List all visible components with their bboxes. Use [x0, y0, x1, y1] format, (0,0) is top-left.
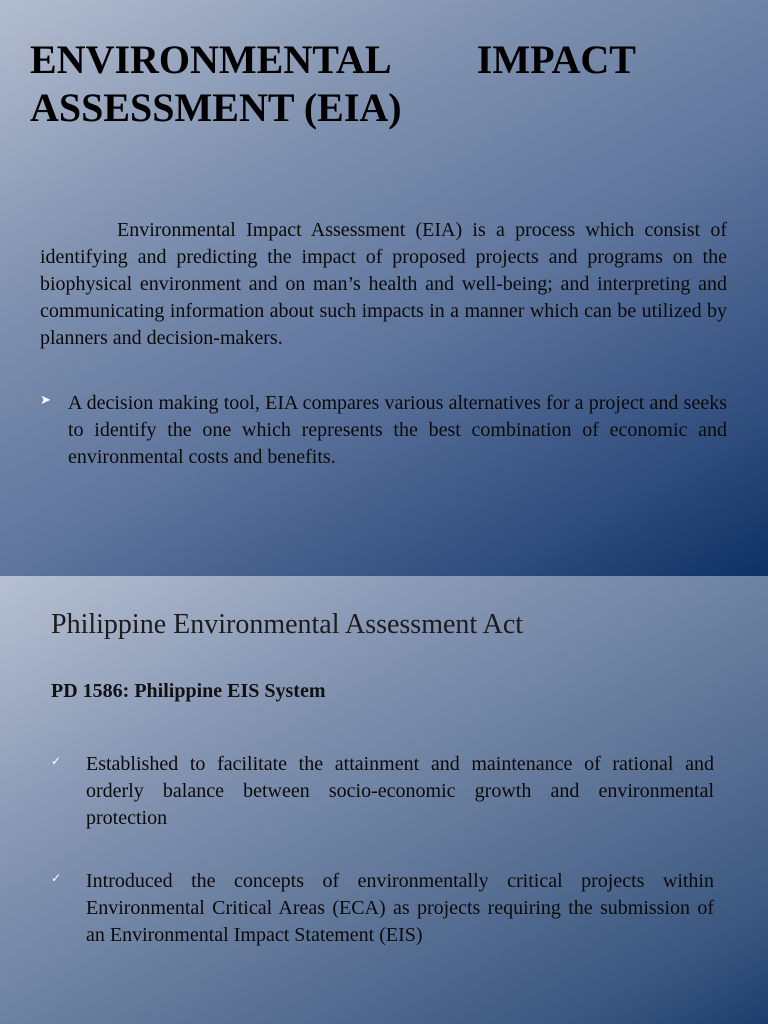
checkmark-bullet-icon: ✓ [51, 754, 62, 768]
checkmark-bullet-icon: ✓ [51, 871, 62, 885]
bullet-text: A decision making tool, EIA compares various alternatives for a project and seeks to identify the one which represents the best combination of economic and environmental costs and benefits. [68, 392, 727, 468]
list-item [40, 390, 727, 471]
list-item [51, 868, 714, 949]
slide-2-bullet-list [51, 751, 714, 985]
slide-heading: Philippine Environmental Assessment Act [51, 609, 524, 640]
bullet-text: Introduced the concepts of environmentally critical projects within Environmental Critical Areas (ECA) as projects requiring the submission of an Environmental Impact Statement (EIS) [86, 870, 714, 946]
slide-title: ENVIRONMENTAL IMPACT ASSESSMENT (EIA) [30, 37, 636, 130]
list-item [51, 751, 714, 832]
slide-intro-paragraph: Environmental Impact Assessment (EIA) is a process which consist of identifying and predicting the impact of proposed projects and programs on the biophysical environment and on man’s health and well-being; and interpreting and communicating information about such impacts in a manner which can be utilized by planners and decision-makers. [40, 219, 727, 349]
arrowhead-bullet-icon: ➤ [40, 393, 51, 408]
slide-subheading: PD 1586: Philippine EIS System [51, 680, 326, 702]
slide-1-bullet-list [40, 390, 727, 471]
slide-2 [0, 576, 768, 1024]
bullet-text: Established to facilitate the attainment and maintenance of rational and orderly balance between socio-economic growth and environmental protection [86, 753, 714, 829]
